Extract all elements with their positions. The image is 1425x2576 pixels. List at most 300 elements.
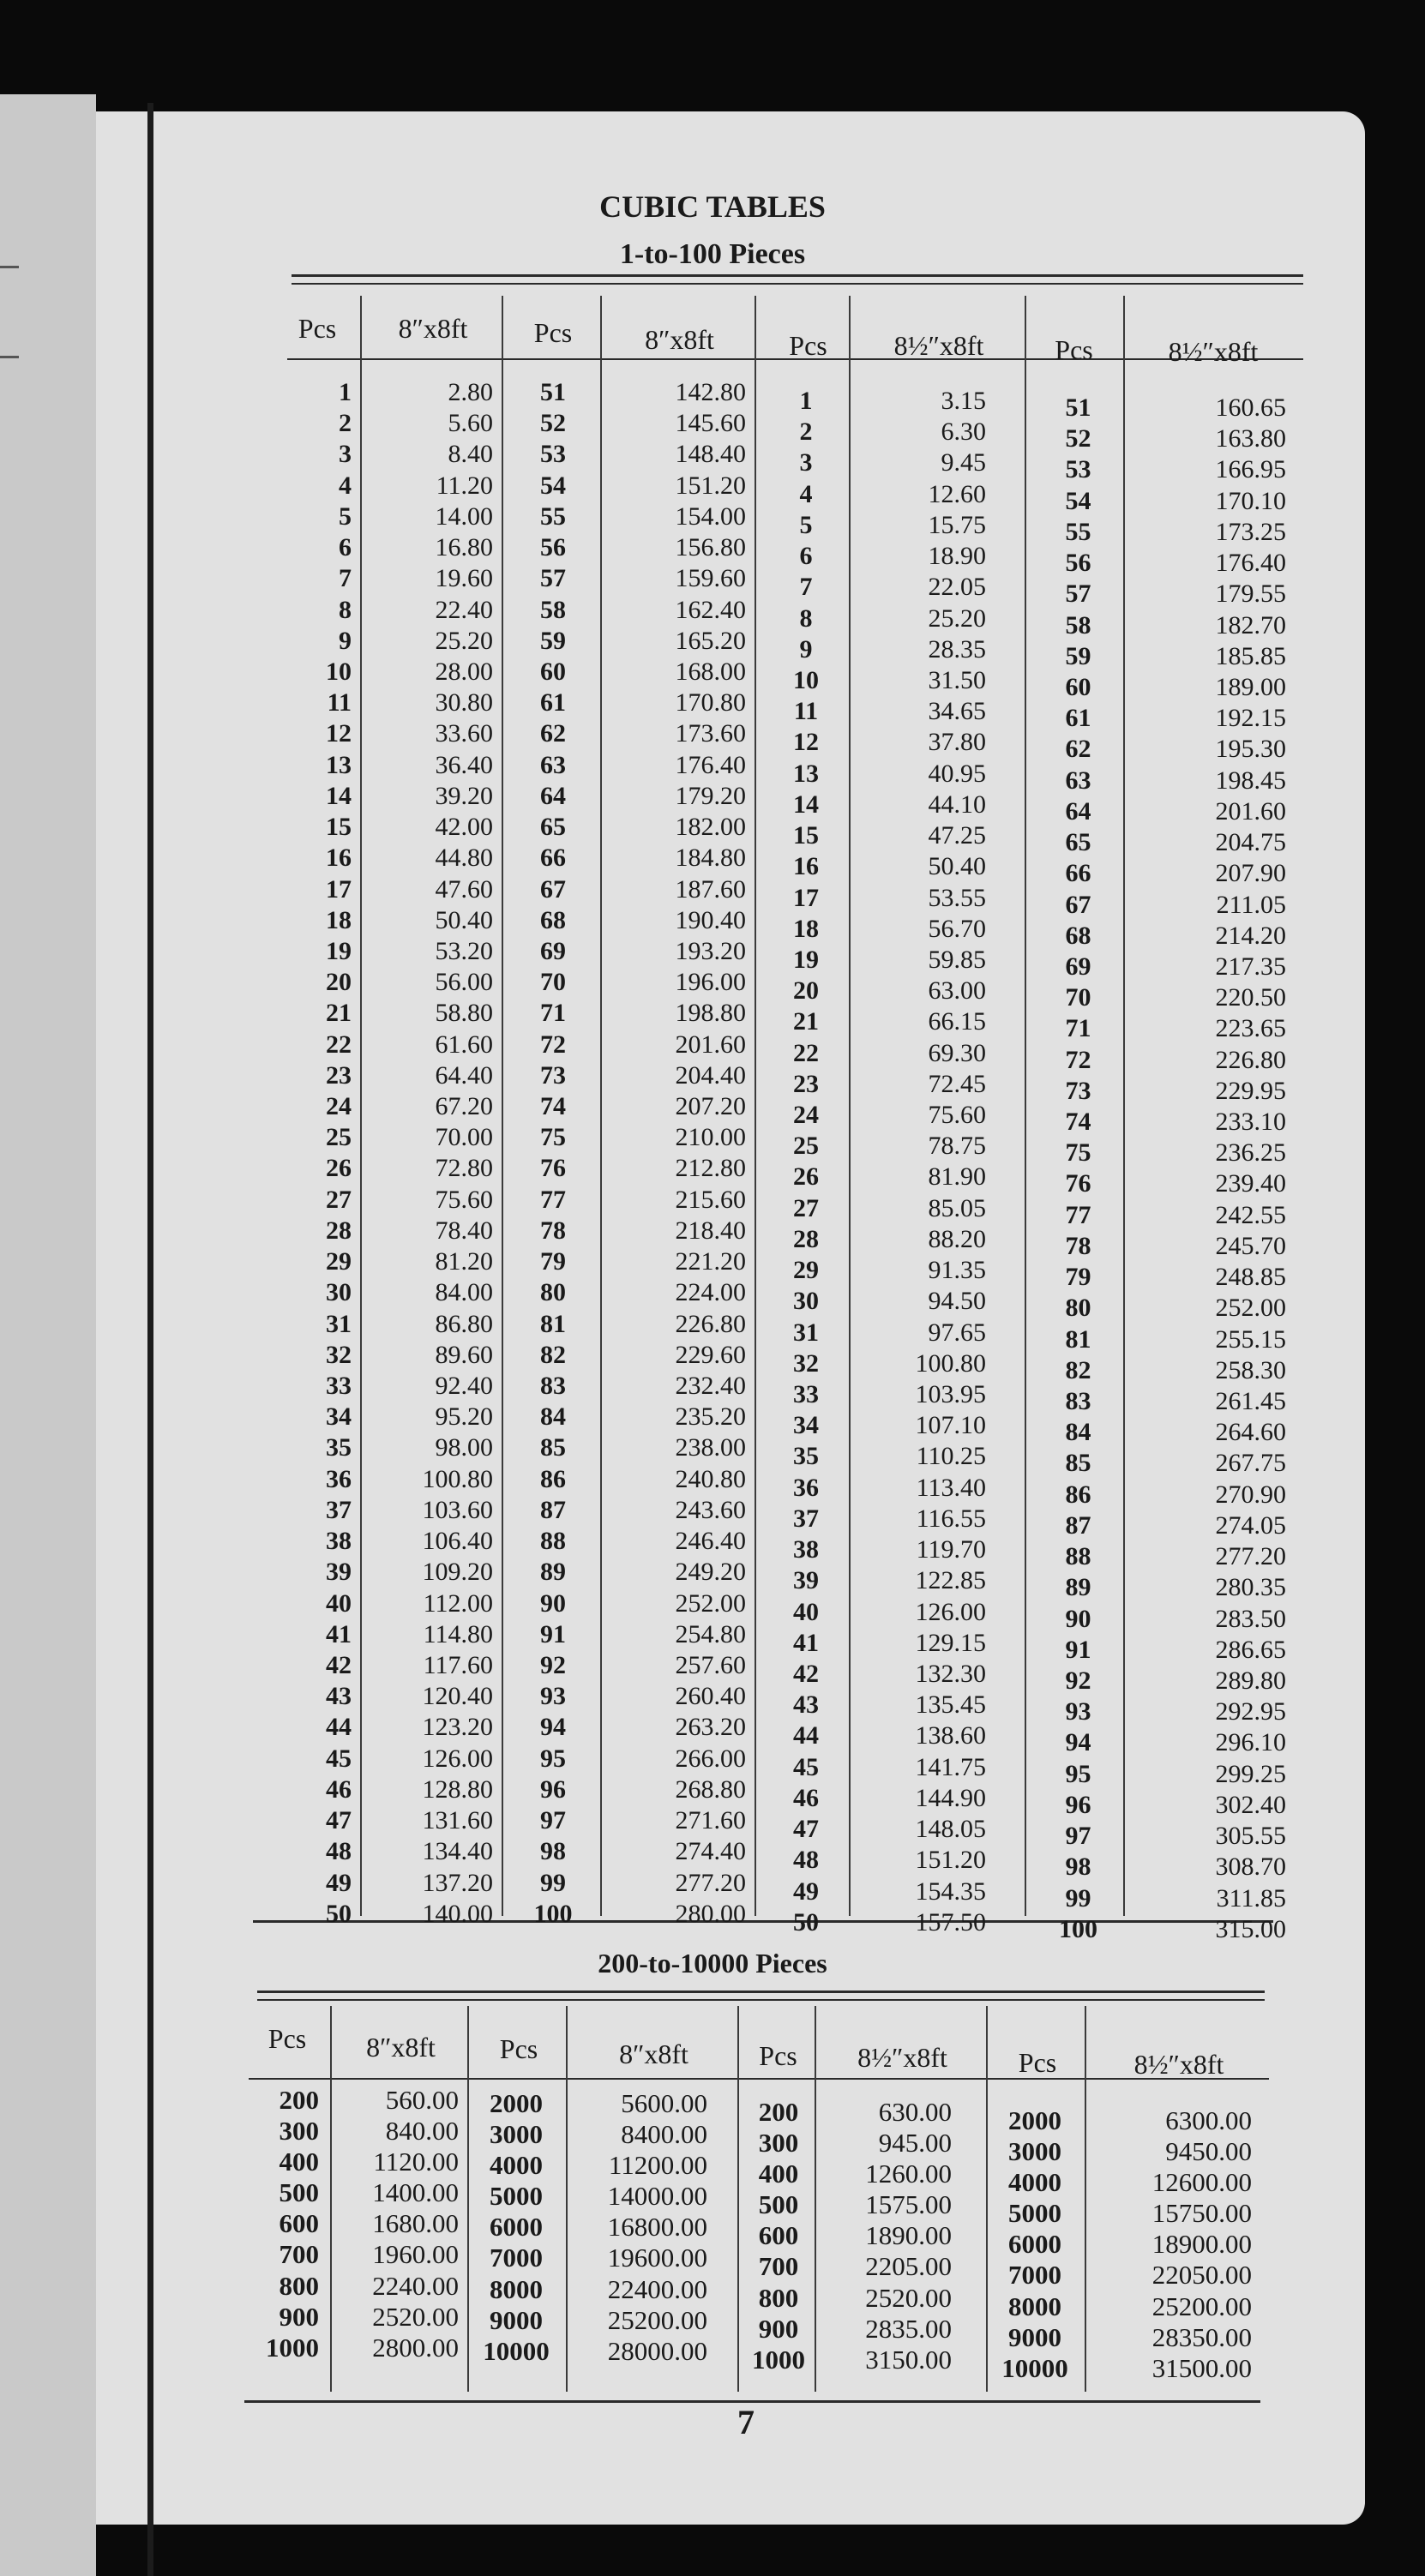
pieces-cell: 5000	[1008, 2198, 1061, 2229]
volume-cell: 19.60	[435, 564, 493, 593]
pieces-cell: 38	[793, 1535, 819, 1564]
pieces-cell: 69	[1065, 952, 1091, 981]
volume-cell: 162.40	[675, 595, 746, 624]
volume-cell: 240.80	[675, 1464, 746, 1493]
pieces-cell: 7	[339, 564, 352, 593]
pieces-cell: 97	[1065, 1822, 1091, 1851]
pieces-cell: 95	[540, 1744, 566, 1773]
volume-column-8-5in	[1132, 393, 1286, 1945]
pieces-cell: 71	[540, 999, 566, 1028]
volume-cell: 18.90	[928, 542, 986, 571]
pieces-cell: 15	[326, 813, 352, 842]
volume-cell: 215.60	[675, 1185, 746, 1214]
volume-cell: 25.20	[928, 603, 986, 633]
pieces-cell: 91	[1065, 1635, 1091, 1664]
pieces-cell: 25	[793, 1132, 819, 1161]
volume-cell: 260.40	[675, 1682, 746, 1711]
pieces-cell: 55	[1065, 517, 1091, 546]
volume-cell: 75.60	[928, 1101, 986, 1130]
pieces-cell: 97	[540, 1806, 566, 1835]
volume-cell: 292.95	[1215, 1697, 1286, 1726]
volume-cell: 267.75	[1215, 1449, 1286, 1478]
volume-cell: 201.60	[1215, 796, 1286, 826]
pieces-cell: 500	[279, 2177, 319, 2208]
volume-cell: 274.40	[675, 1837, 746, 1866]
pieces-cell: 52	[540, 409, 566, 438]
pieces-cell: 50	[793, 1907, 819, 1937]
volume-cell: 28000.00	[607, 2335, 707, 2366]
pieces-cell: 20	[326, 968, 352, 997]
volume-cell: 100.80	[422, 1464, 493, 1493]
pieces-cell: 400	[758, 2159, 799, 2189]
pieces-cell: 200	[279, 2085, 319, 2115]
header-8x8: 8″x8ft	[366, 2032, 436, 2063]
volume-cell: 47.25	[928, 821, 986, 850]
pieces-cell: 16	[326, 844, 352, 873]
volume-cell: 134.40	[422, 1837, 493, 1866]
volume-cell: 182.00	[675, 813, 746, 842]
column-divider	[502, 296, 503, 1916]
pieces-cell: 8000	[1008, 2291, 1061, 2321]
pieces-cell: 6000	[1008, 2229, 1061, 2260]
volume-cell: 5600.00	[621, 2088, 707, 2118]
pieces-column	[249, 2085, 319, 2363]
volume-column-8-5in	[1093, 2105, 1252, 2384]
pieces-cell: 89	[1065, 1573, 1091, 1602]
volume-cell: 226.80	[1215, 1045, 1286, 1074]
pieces-cell: 7000	[490, 2243, 543, 2273]
pieces-cell: 500	[758, 2189, 799, 2220]
volume-cell: 25200.00	[1151, 2291, 1252, 2321]
pieces-cell: 88	[1065, 1542, 1091, 1571]
volume-cell: 25.20	[435, 626, 493, 655]
volume-cell: 296.10	[1215, 1728, 1286, 1757]
volume-cell: 1890.00	[865, 2220, 952, 2251]
pieces-cell: 94	[1065, 1728, 1091, 1757]
pieces-cell: 81	[540, 1309, 566, 1338]
pieces-cell: 33	[326, 1372, 352, 1400]
pieces-cell: 50	[326, 1899, 352, 1928]
pieces-cell: 80	[1065, 1294, 1091, 1323]
pieces-cell: 37	[326, 1495, 352, 1524]
volume-cell: 36.40	[435, 750, 493, 779]
pieces-cell: 87	[1065, 1510, 1091, 1540]
pieces-cell: 2000	[1008, 2105, 1061, 2135]
volume-cell: 66.15	[928, 1007, 986, 1036]
pieces-cell: 10	[326, 657, 352, 686]
section-title-200-10000: 200-to-10000 Pieces	[598, 1948, 827, 1979]
pieces-cell: 300	[758, 2128, 799, 2159]
volume-cell: 179.20	[675, 781, 746, 810]
volume-cell: 207.90	[1215, 859, 1286, 888]
volume-cell: 67.20	[435, 1092, 493, 1121]
header-8-5x8: 8½″x8ft	[1168, 336, 1259, 367]
pieces-cell: 40	[326, 1588, 352, 1618]
volume-cell: 2800.00	[372, 2332, 459, 2363]
pieces-column	[744, 2097, 813, 2375]
volume-cell: 226.80	[675, 1309, 746, 1338]
volume-cell: 248.85	[1215, 1263, 1286, 1292]
header-pcs: Pcs	[533, 317, 573, 348]
volume-cell: 195.30	[1215, 735, 1286, 764]
volume-cell: 173.60	[675, 719, 746, 748]
volume-cell: 86.80	[435, 1309, 493, 1338]
volume-cell: 64.40	[435, 1060, 493, 1090]
volume-cell: 63.00	[928, 976, 986, 1006]
volume-cell: 221.20	[675, 1247, 746, 1276]
column-divider	[737, 2006, 739, 2392]
volume-cell: 220.50	[1215, 983, 1286, 1012]
pieces-cell: 39	[326, 1558, 352, 1587]
volume-cell: 2.80	[448, 378, 493, 406]
volume-cell: 242.55	[1215, 1200, 1286, 1229]
pieces-cell: 46	[793, 1783, 819, 1812]
volume-cell: 14000.00	[607, 2181, 707, 2212]
pieces-cell: 65	[1065, 828, 1091, 857]
volume-cell: 229.95	[1215, 1076, 1286, 1105]
volume-cell: 192.15	[1215, 704, 1286, 733]
volume-cell: 89.60	[435, 1340, 493, 1369]
column-divider	[330, 2006, 332, 2392]
pieces-cell: 25	[326, 1123, 352, 1152]
volume-cell: 91.35	[928, 1256, 986, 1285]
pieces-cell: 73	[1065, 1076, 1091, 1105]
volume-cell: 156.80	[675, 533, 746, 562]
volume-cell: 263.20	[675, 1713, 746, 1742]
pieces-cell: 700	[758, 2251, 799, 2282]
volume-cell: 302.40	[1215, 1790, 1286, 1819]
header-pcs: Pcs	[298, 313, 337, 344]
pieces-cell: 22	[326, 1030, 352, 1059]
header-pcs: Pcs	[499, 2033, 538, 2064]
header-8x8: 8″x8ft	[398, 313, 468, 344]
pieces-cell: 88	[540, 1527, 566, 1556]
volume-cell: 630.00	[878, 2097, 952, 2127]
pieces-cell: 60	[1065, 672, 1091, 701]
pieces-cell: 31	[793, 1318, 819, 1347]
volume-cell: 196.00	[675, 968, 746, 997]
pieces-cell: 4	[799, 479, 813, 508]
volume-cell: 70.00	[435, 1123, 493, 1152]
pieces-cell: 96	[1065, 1790, 1091, 1819]
pieces-cell: 66	[1065, 859, 1091, 888]
header-rule	[292, 283, 1303, 285]
volume-cell: 22400.00	[607, 2273, 707, 2304]
header-rule	[292, 274, 1303, 277]
pieces-cell: 800	[758, 2282, 799, 2313]
pieces-cell: 14	[326, 781, 352, 810]
volume-cell: 252.00	[675, 1588, 746, 1618]
volume-cell: 14.00	[435, 501, 493, 531]
pieces-cell: 56	[1065, 549, 1091, 578]
pieces-cell: 85	[1065, 1449, 1091, 1478]
column-divider	[467, 2006, 469, 2392]
pieces-cell: 57	[540, 564, 566, 593]
pieces-cell: 900	[758, 2313, 799, 2344]
volume-cell: 72.80	[435, 1154, 493, 1183]
volume-cell: 204.75	[1215, 828, 1286, 857]
pieces-cell: 5	[799, 510, 813, 539]
volume-cell: 254.80	[675, 1619, 746, 1648]
pieces-cell: 30	[326, 1278, 352, 1307]
header-8x8: 8″x8ft	[645, 324, 714, 355]
volume-cell: 109.20	[422, 1558, 493, 1587]
volume-cell: 280.35	[1215, 1573, 1286, 1602]
pieces-cell: 96	[540, 1774, 566, 1804]
volume-cell: 3.15	[941, 387, 986, 415]
volume-cell: 168.00	[675, 657, 746, 686]
volume-cell: 189.00	[1215, 672, 1286, 701]
volume-cell: 11.20	[436, 471, 493, 500]
volume-cell: 78.40	[435, 1216, 493, 1245]
pieces-cell: 16	[793, 852, 819, 881]
volume-cell: 184.80	[675, 844, 746, 873]
volume-cell: 22050.00	[1151, 2260, 1252, 2291]
pieces-cell: 36	[326, 1464, 352, 1493]
pieces-cell: 77	[1065, 1200, 1091, 1229]
volume-cell: 94.50	[928, 1287, 986, 1316]
pieces-cell: 3	[339, 440, 352, 469]
pieces-cell: 75	[540, 1123, 566, 1152]
pieces-cell: 64	[1065, 796, 1091, 826]
column-divider	[755, 296, 756, 1916]
volume-cell: 116.55	[916, 1504, 986, 1533]
pieces-cell: 63	[1065, 766, 1091, 795]
volume-cell: 97.65	[928, 1318, 986, 1347]
pieces-cell: 43	[793, 1690, 819, 1720]
volume-cell: 142.80	[675, 378, 746, 406]
header-8-5x8: 8½″x8ft	[857, 2042, 947, 2073]
volume-cell: 120.40	[422, 1682, 493, 1711]
volume-cell: 5.60	[448, 409, 493, 438]
pieces-cell: 100	[533, 1899, 573, 1928]
volume-cell: 78.75	[928, 1132, 986, 1161]
pieces-column	[470, 2088, 562, 2367]
pieces-cell: 2	[339, 409, 352, 438]
volume-cell: 61.60	[435, 1030, 493, 1059]
volume-cell: 315.00	[1215, 1914, 1286, 1943]
volume-cell: 1680.00	[372, 2208, 459, 2239]
pieces-cell: 99	[540, 1868, 566, 1897]
pieces-cell: 71	[1065, 1014, 1091, 1043]
volume-cell: 238.00	[675, 1433, 746, 1462]
pieces-cell: 1	[799, 387, 813, 415]
pieces-cell: 41	[326, 1619, 352, 1648]
pieces-cell: 30	[793, 1287, 819, 1316]
pieces-cell: 51	[1065, 393, 1091, 422]
pieces-cell: 200	[758, 2097, 799, 2127]
pieces-cell: 6000	[490, 2212, 543, 2243]
pieces-cell: 17	[326, 874, 352, 904]
pieces-cell: 43	[326, 1682, 352, 1711]
volume-cell: 44.10	[928, 790, 986, 819]
pieces-cell: 24	[793, 1101, 819, 1130]
pieces-cell: 90	[540, 1588, 566, 1618]
pieces-cell: 1	[339, 378, 352, 406]
volume-cell: 560.00	[385, 2085, 459, 2115]
pieces-cell: 48	[326, 1837, 352, 1866]
volume-cell: 151.20	[675, 471, 746, 500]
pieces-cell: 27	[326, 1185, 352, 1214]
volume-cell: 211.05	[1216, 890, 1286, 919]
volume-cell: 47.60	[435, 874, 493, 904]
volume-cell: 198.80	[675, 999, 746, 1028]
pieces-cell: 62	[1065, 735, 1091, 764]
pieces-cell: 45	[793, 1752, 819, 1781]
volume-cell: 72.45	[928, 1069, 986, 1098]
volume-cell: 126.00	[915, 1597, 986, 1626]
pieces-cell: 35	[793, 1442, 819, 1471]
volume-cell: 190.40	[675, 905, 746, 934]
pieces-cell: 23	[326, 1060, 352, 1090]
volume-cell: 154.35	[915, 1876, 986, 1906]
pieces-cell: 9000	[490, 2304, 543, 2335]
pieces-cell: 72	[540, 1030, 566, 1059]
volume-cell: 163.80	[1215, 424, 1286, 453]
header-pcs: Pcs	[789, 330, 827, 361]
pieces-cell: 23	[793, 1069, 819, 1098]
volume-cell: 140.00	[422, 1899, 493, 1928]
volume-cell: 2520.00	[372, 2301, 459, 2332]
pieces-cell: 92	[1065, 1666, 1091, 1695]
pieces-cell: 9	[339, 626, 352, 655]
volume-cell: 9450.00	[1165, 2136, 1252, 2167]
pieces-cell: 35	[326, 1433, 352, 1462]
volume-cell: 25200.00	[607, 2304, 707, 2335]
pieces-cell: 42	[326, 1650, 352, 1679]
volume-cell: 44.80	[435, 844, 493, 873]
pieces-cell: 700	[279, 2239, 319, 2270]
volume-cell: 40.95	[928, 759, 986, 788]
volume-cell: 170.80	[675, 688, 746, 718]
volume-cell: 1575.00	[865, 2189, 952, 2220]
volume-cell: 12600.00	[1151, 2167, 1252, 2198]
pieces-cell: 4000	[490, 2150, 543, 2181]
volume-cell: 19600.00	[607, 2243, 707, 2273]
volume-cell: 15750.00	[1151, 2198, 1252, 2229]
volume-cell: 280.00	[675, 1899, 746, 1928]
volume-column-8in	[339, 2085, 459, 2363]
pieces-cell: 77	[540, 1185, 566, 1214]
pieces-cell: 600	[758, 2220, 799, 2251]
pieces-cell: 79	[1065, 1263, 1091, 1292]
volume-cell: 151.20	[915, 1846, 986, 1875]
volume-cell: 176.40	[675, 750, 746, 779]
pieces-cell: 4	[339, 471, 352, 500]
pieces-cell: 55	[540, 501, 566, 531]
pieces-cell: 84	[540, 1402, 566, 1432]
pieces-cell: 49	[326, 1868, 352, 1897]
volume-cell: 56.00	[435, 968, 493, 997]
header-pcs: Pcs	[1055, 334, 1093, 365]
volume-cell: 224.00	[675, 1278, 746, 1307]
volume-cell: 204.40	[675, 1060, 746, 1090]
pieces-cell: 56	[540, 533, 566, 562]
pieces-cell: 83	[540, 1372, 566, 1400]
pieces-cell: 40	[793, 1597, 819, 1626]
pieces-cell: 17	[793, 883, 819, 912]
volume-cell: 159.60	[675, 564, 746, 593]
column-divider	[849, 296, 851, 1916]
pieces-cell: 78	[1065, 1231, 1091, 1260]
pieces-cell: 51	[540, 378, 566, 406]
pieces-cell: 68	[540, 905, 566, 934]
volume-cell: 173.25	[1215, 517, 1286, 546]
pieces-cell: 12	[793, 728, 819, 757]
pieces-cell: 58	[540, 595, 566, 624]
header-8-5x8: 8½″x8ft	[1133, 2049, 1224, 2080]
volume-cell: 81.90	[928, 1162, 986, 1192]
volume-cell: 3150.00	[865, 2344, 952, 2375]
pieces-cell: 44	[793, 1721, 819, 1750]
column-divider	[600, 296, 602, 1916]
pieces-cell: 45	[326, 1744, 352, 1773]
volume-cell: 137.20	[422, 1868, 493, 1897]
volume-column-8-5in	[857, 386, 986, 1938]
pieces-cell: 98	[540, 1837, 566, 1866]
volume-cell: 270.90	[1215, 1480, 1286, 1509]
volume-cell: 308.70	[1215, 1852, 1286, 1882]
volume-cell: 50.40	[435, 905, 493, 934]
volume-cell: 1960.00	[372, 2239, 459, 2270]
volume-cell: 16.80	[435, 533, 493, 562]
volume-cell: 305.55	[1215, 1822, 1286, 1851]
pieces-cell: 2	[799, 417, 813, 447]
pieces-cell: 15	[793, 821, 819, 850]
volume-cell: 274.05	[1215, 1510, 1286, 1540]
volume-cell: 198.45	[1215, 766, 1286, 795]
volume-cell: 81.20	[435, 1247, 493, 1276]
volume-cell: 246.40	[675, 1527, 746, 1556]
pieces-cell: 8	[799, 603, 813, 633]
volume-cell: 299.25	[1215, 1759, 1286, 1788]
volume-cell: 232.40	[675, 1372, 746, 1400]
pieces-cell: 87	[540, 1495, 566, 1524]
pieces-cell: 42	[793, 1659, 819, 1688]
pieces-cell: 44	[326, 1713, 352, 1742]
volume-cell: 59.85	[928, 945, 986, 974]
pieces-cell: 68	[1065, 921, 1091, 950]
volume-cell: 53.55	[928, 883, 986, 912]
pieces-cell: 7000	[1008, 2260, 1061, 2291]
column-divider	[566, 2006, 568, 2392]
pieces-cell: 20	[793, 976, 819, 1006]
volume-cell: 22.05	[928, 573, 986, 602]
volume-cell: 268.80	[675, 1774, 746, 1804]
volume-cell: 166.95	[1215, 455, 1286, 484]
volume-cell: 214.20	[1215, 921, 1286, 950]
pieces-cell: 64	[540, 781, 566, 810]
volume-cell: 123.20	[422, 1713, 493, 1742]
volume-cell: 106.40	[422, 1527, 493, 1556]
pieces-cell: 24	[326, 1092, 352, 1121]
volume-cell: 31.50	[928, 665, 986, 694]
volume-cell: 53.20	[435, 936, 493, 965]
pieces-cell: 70	[1065, 983, 1091, 1012]
pieces-cell: 32	[326, 1340, 352, 1369]
volume-column-8in	[609, 377, 746, 1930]
pieces-cell: 72	[1065, 1045, 1091, 1074]
volume-cell: 100.80	[915, 1348, 986, 1378]
column-divider	[1123, 296, 1125, 1916]
volume-cell: 103.60	[422, 1495, 493, 1524]
pieces-column	[988, 2105, 1082, 2384]
volume-cell: 56.70	[928, 914, 986, 943]
volume-cell: 193.20	[675, 936, 746, 965]
pieces-cell: 14	[793, 790, 819, 819]
pieces-cell: 39	[793, 1566, 819, 1595]
volume-cell: 110.25	[916, 1442, 986, 1471]
